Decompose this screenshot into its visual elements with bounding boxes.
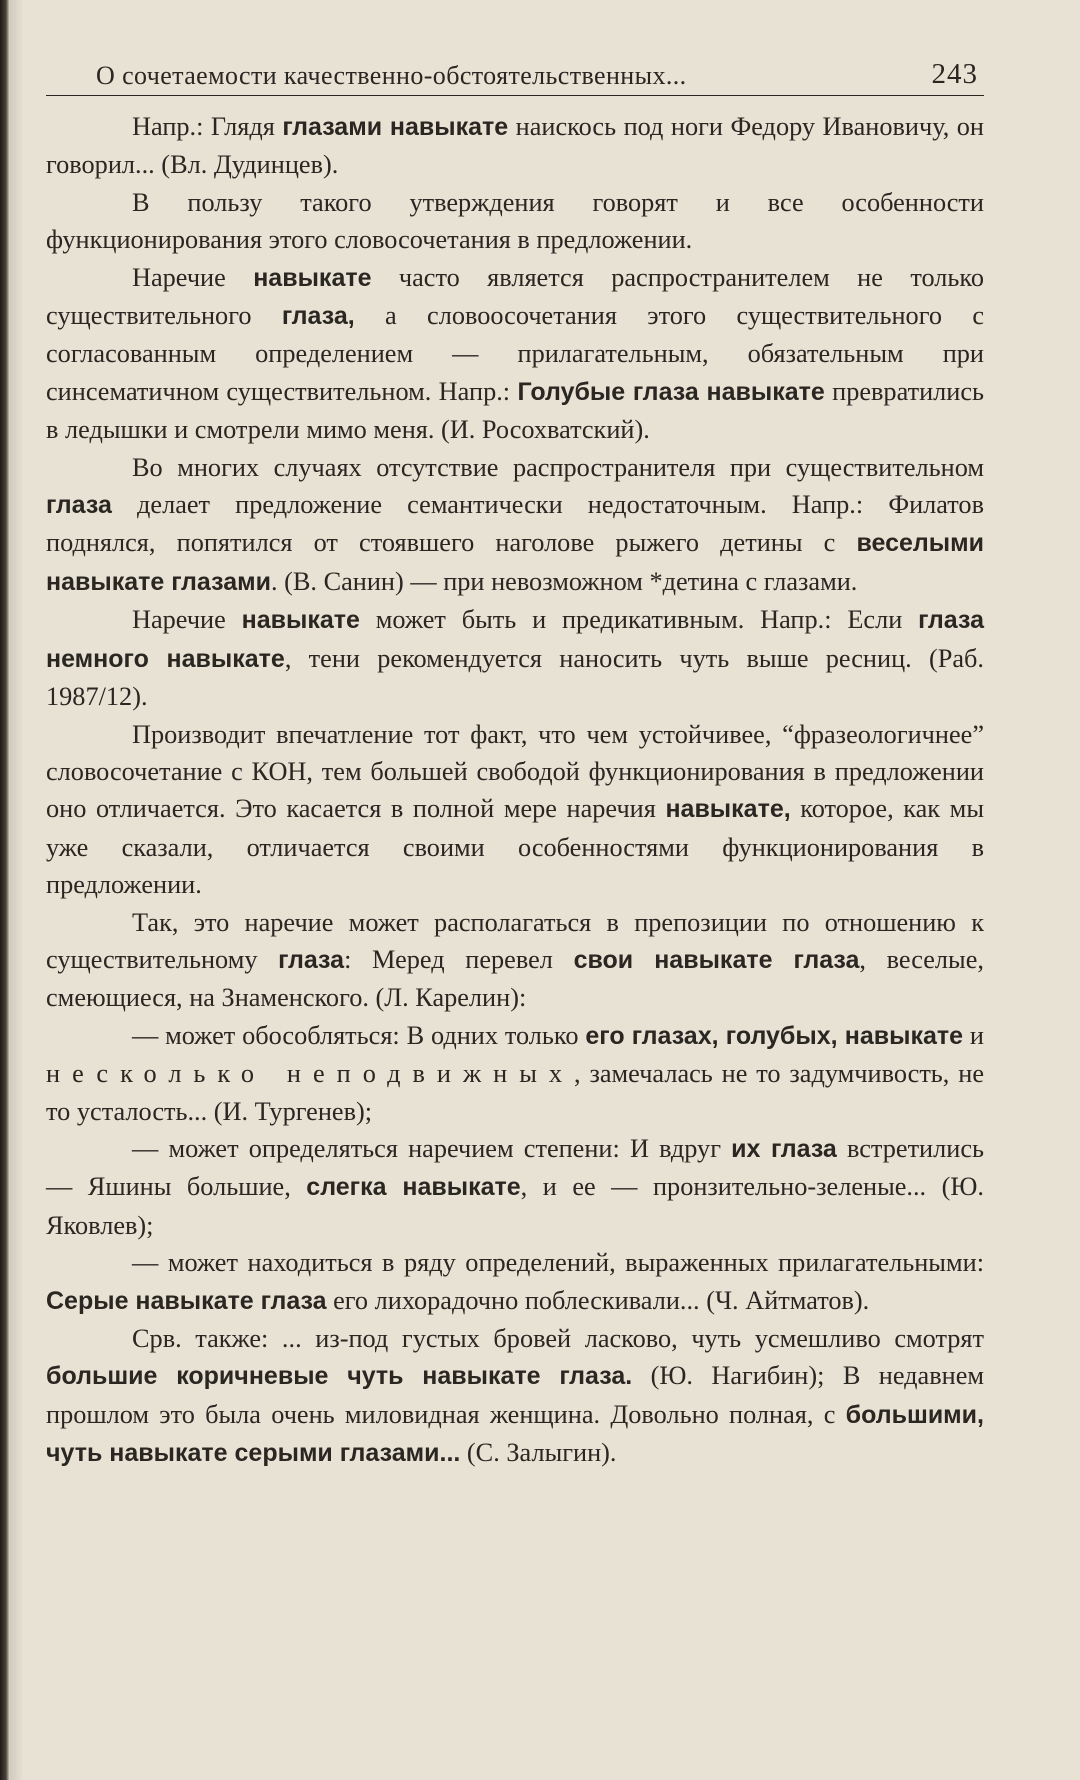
gutter-shadow (10, 0, 24, 1780)
text-run: : Меред перевел (344, 944, 574, 974)
text-run: (С. Залыгин). (460, 1438, 617, 1468)
running-header (46, 58, 984, 96)
text-run: В пользу такого утверждения говорят и все особенности функционирования этого словосочетания в предложении. (46, 187, 984, 255)
bold-phrase: их глаза (731, 1134, 837, 1163)
text-run: — может определяться наречием степени: И вдруг (132, 1133, 732, 1163)
paragraph (46, 904, 984, 1017)
book-page (46, 58, 984, 1473)
text-run: часто является распространителем не только существительного (46, 262, 984, 331)
text-run: встретились — Яшины большие, (46, 1133, 984, 1202)
bold-phrase: свои навыкате глаза (573, 945, 860, 974)
paragraph (46, 1130, 984, 1244)
text-run: наискось под ноги Федору Ивановичу, он говорил... (Вл. Дудинцев). (46, 112, 984, 180)
bold-phrase: Серые навыкате глаза (46, 1286, 327, 1315)
paragraph (46, 108, 984, 184)
body-text (46, 108, 984, 1473)
bold-phrase: большие коричневые чуть навыкате глаза. (46, 1362, 633, 1391)
text-run: Срв. также: ... из-под густых бровей ласково, чуть усмешливо смотрят (132, 1324, 984, 1353)
paragraph (46, 716, 984, 904)
text-run: и (963, 1020, 984, 1050)
paragraph (46, 601, 984, 715)
text-run: , и ее — пронзительно-зеленые... (Ю. Яковлев); (46, 1172, 984, 1240)
bold-phrase: навыкате, (665, 795, 791, 824)
text-run: — может находиться в ряду определений, выраженных прилагательными: (132, 1248, 984, 1278)
text-run: (Ю. Нагибин); В недавнем прошлом это была очень миловидная женщина. Довольно полная, с (46, 1361, 985, 1429)
paragraph (46, 184, 984, 259)
text-run: , веселые, смеющиеся, на Знаменского. (Л. Карелин): (46, 944, 984, 1013)
paragraph (46, 259, 984, 449)
book-spine-shadow (0, 0, 10, 1780)
text-run: — может обособляться: В одних только (132, 1020, 586, 1050)
text-run: превратились в ледышки и смотрели мимо меня. (И. Росохватский). (46, 376, 984, 445)
spaced-phrase: несколько неподвижных (46, 1059, 575, 1089)
bold-phrase: глаза (46, 491, 112, 520)
text-run: а словоосочетания этого существительного с согласованным определением — прилагательным, обязательным при синсематичном существительном. Напр.: (46, 301, 985, 406)
text-run: . (В. Санин) — при невозможном *детина с глазами. (270, 566, 858, 596)
paragraph (46, 1320, 984, 1473)
bold-phrase: веселыми навыкате глазами (46, 529, 984, 596)
paragraph (46, 449, 984, 602)
text-run: , тени рекомендуется наносить чуть выше ресниц. (Раб. 1987/12). (46, 643, 985, 712)
text-run: его лихорадочно поблескивали... (Ч. Айтматов). (326, 1285, 870, 1315)
bold-phrase: глаза, (281, 302, 355, 331)
running-title: О сочетаемости качественно-обстоятельственных... (96, 61, 687, 90)
page-number: 243 (931, 58, 978, 90)
paragraph (46, 1017, 984, 1130)
paragraph (46, 1244, 984, 1320)
text-run: Наречие (132, 605, 242, 635)
text-run: Во многих случаях отсутствие распространителя при существительном (132, 452, 984, 482)
text-run: может быть и предикативным. Напр.: Если (359, 605, 919, 635)
text-run: делает предложение семантически недостаточным. Напр.: Филатов поднялся, попятился от стоявшего наголове рыжего детины с (46, 490, 984, 558)
bold-phrase: глазами навыкате (282, 113, 509, 141)
bold-phrase: навыкате (241, 606, 360, 635)
bold-phrase: навыкате (253, 263, 372, 292)
text-run: Производит впечатление тот факт, что чем устойчивее, “фразеологичнее” словосочетание с КОН, тем большей свободой функционирования в предложении оно отличается. Это касается в полной мере наречия (46, 719, 984, 824)
text-run: Наречие (132, 262, 254, 292)
text-run: Так, это наречие может располагаться в препозиции по отношению к существительному (46, 907, 984, 974)
text-run: Напр.: Глядя (132, 112, 283, 141)
bold-phrase: глаза (278, 945, 345, 974)
bold-phrase: его глазах, голубых, навыкате (585, 1021, 964, 1050)
bold-phrase: большими, чуть навыкате серыми глазами... (46, 1400, 984, 1468)
bold-phrase: слегка навыкате (306, 1173, 521, 1202)
text-run: , замечалась не то задумчивость, не то усталость... (И. Тургенев); (46, 1059, 984, 1126)
text-run: которое, как мы уже сказали, отличается своими особенностями функционирования в предложении. (46, 794, 984, 900)
bold-phrase: глаза немного навыкате (46, 606, 985, 673)
bold-phrase: Голубые глаза навыкате (517, 377, 825, 406)
